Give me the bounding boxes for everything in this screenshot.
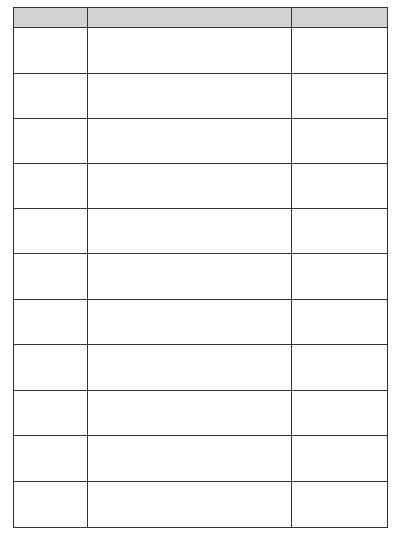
row-category [14, 74, 88, 119]
row-region [292, 254, 388, 300]
row-content [88, 28, 292, 74]
row-content [88, 482, 292, 528]
row-category [14, 391, 88, 436]
table-row [14, 119, 388, 164]
table-row [14, 209, 388, 254]
row-content [88, 119, 292, 164]
row-region [292, 164, 388, 209]
table-row [14, 254, 388, 300]
row-content [88, 300, 292, 345]
regulation-table [13, 7, 388, 528]
row-content [88, 74, 292, 119]
row-region [292, 391, 388, 436]
row-content [88, 164, 292, 209]
table-row [14, 482, 388, 528]
row-region [292, 482, 388, 528]
row-content [88, 391, 292, 436]
row-category [14, 345, 88, 391]
row-region [292, 345, 388, 391]
table-row [14, 300, 388, 345]
row-region [292, 74, 388, 119]
row-region [292, 300, 388, 345]
row-region [292, 28, 388, 74]
row-category [14, 254, 88, 300]
row-category [14, 209, 88, 254]
row-category [14, 436, 88, 482]
row-category [14, 119, 88, 164]
table-row [14, 74, 388, 119]
row-region [292, 119, 388, 164]
table-row [14, 28, 388, 74]
row-category [14, 28, 88, 74]
row-region [292, 209, 388, 254]
row-category [14, 300, 88, 345]
table-row [14, 345, 388, 391]
row-content [88, 254, 292, 300]
header-region [292, 8, 388, 28]
header-row [14, 8, 388, 28]
table-row [14, 164, 388, 209]
row-content [88, 209, 292, 254]
table-row [14, 391, 388, 436]
header-category [14, 8, 88, 28]
row-region [292, 436, 388, 482]
row-category [14, 482, 88, 528]
header-content [88, 8, 292, 28]
row-content [88, 345, 292, 391]
table-row [14, 436, 388, 482]
row-category [14, 164, 88, 209]
row-content [88, 436, 292, 482]
